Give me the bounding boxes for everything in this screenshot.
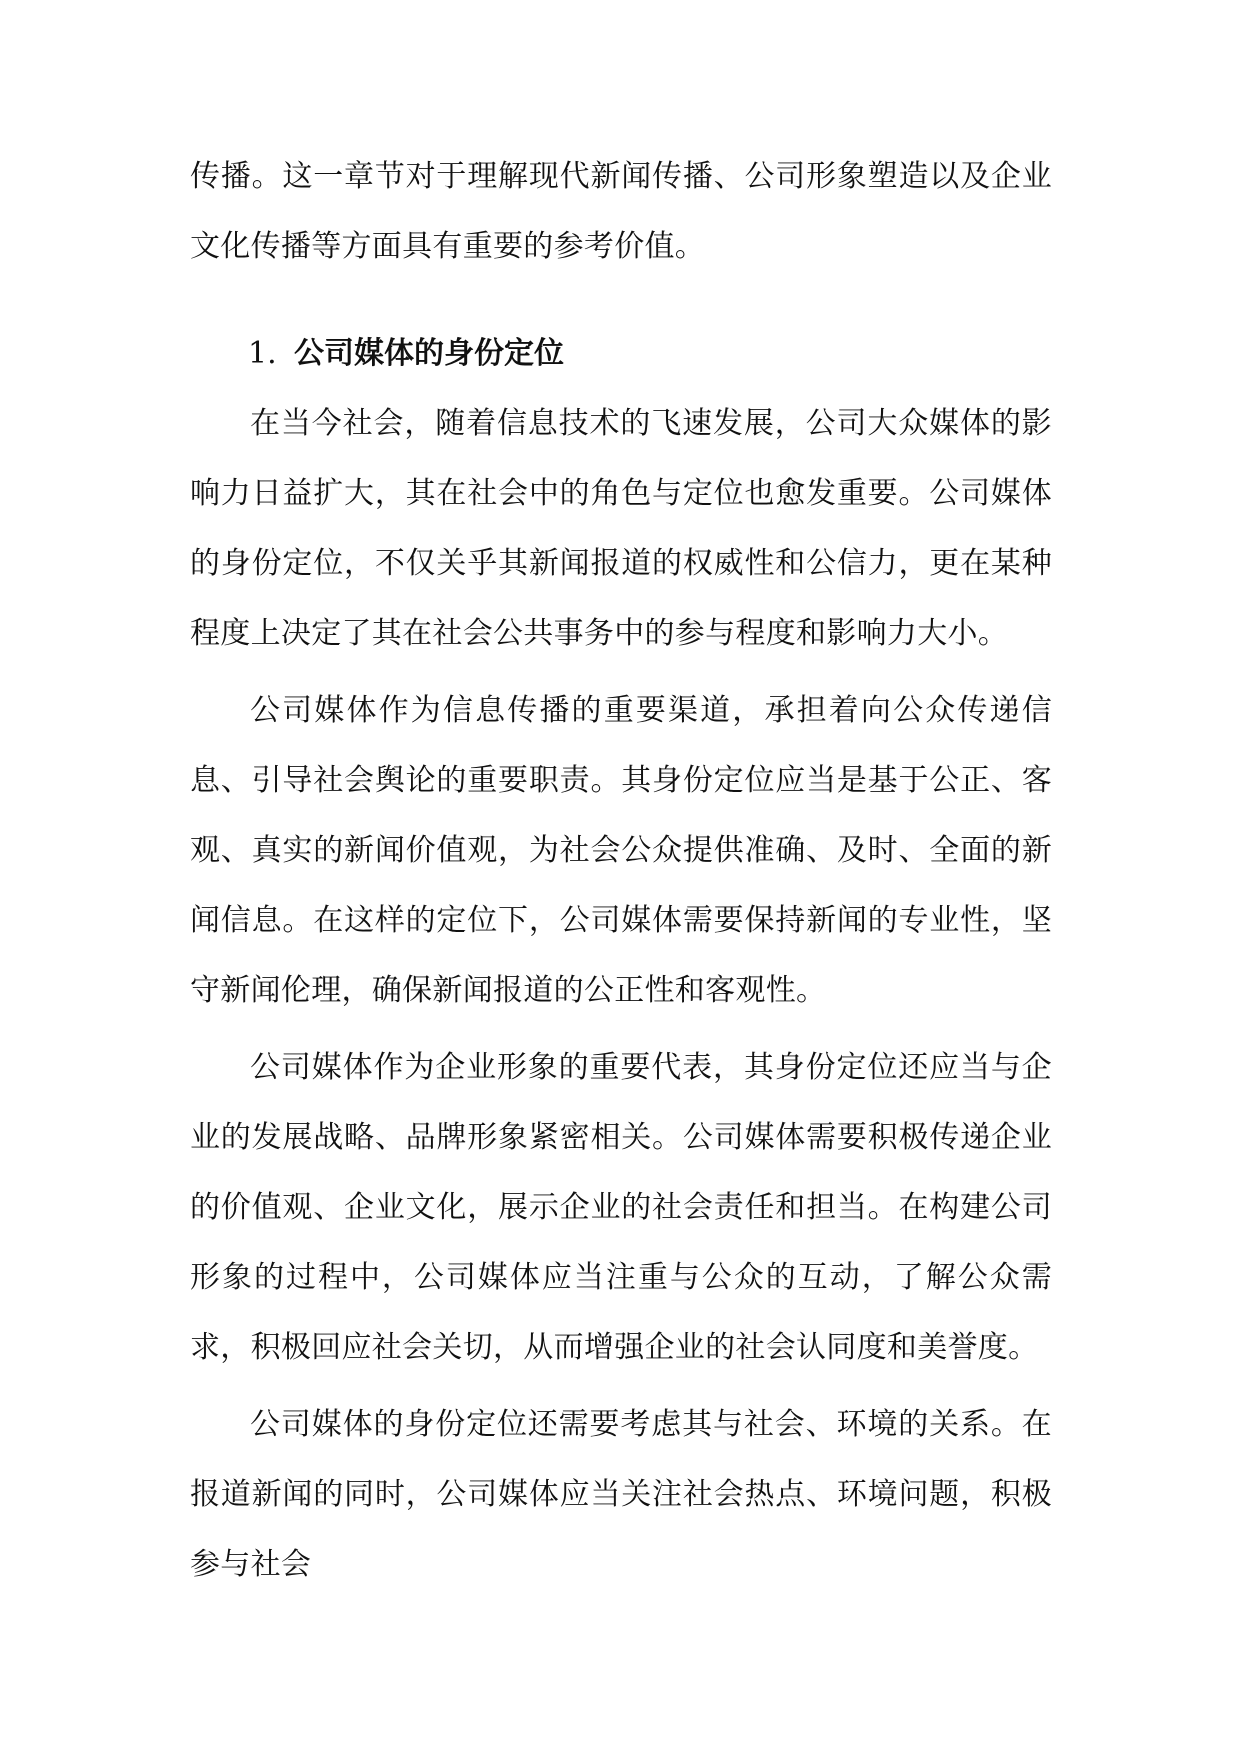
body-paragraph-1: 在当今社会，随着信息技术的飞速发展，公司大众媒体的影响力日益扩大，其在社会中的角色与定位也愈发重要。公司媒体的身份定位，不仅关乎其新闻报道的权威性和公信力，更在某种程度上决定了其在社会公共事务中的参与程度和影响力大小。 (190, 406, 1052, 651)
section-heading (190, 319, 1052, 389)
section-title: 公司媒体的身份定位 (294, 336, 564, 371)
document-body (190, 142, 1052, 1600)
section-number: 1. (248, 336, 277, 371)
body-paragraph-2: 公司媒体作为信息传播的重要渠道，承担着向公众传递信息、引导社会舆论的重要职责。其身份定位应当是基于公正、客观、真实的新闻价值观，为社会公众提供准确、及时、全面的新闻信息。在这样的定位下，公司媒体需要保持新闻的专业性，坚守新闻伦理，确保新闻报道的公正性和客观性。 (190, 693, 1052, 1008)
body-paragraph-4: 公司媒体的身份定位还需要考虑其与社会、环境的关系。在报道新闻的同时，公司媒体应当关注社会热点、环境问题，积极参与社会 (190, 1407, 1052, 1582)
body-paragraph-3: 公司媒体作为企业形象的重要代表，其身份定位还应当与企业的发展战略、品牌形象紧密相关。公司媒体需要积极传递企业的价值观、企业文化，展示企业的社会责任和担当。在构建公司形象的过程中，公司媒体应当注重与公众的互动，了解公众需求，积极回应社会关切，从而增强企业的社会认同度和美誉度。 (190, 1050, 1052, 1365)
intro-paragraph: 传播。这一章节对于理解现代新闻传播、公司形象塑造以及企业文化传播等方面具有重要的参考价值。 (190, 159, 1052, 264)
